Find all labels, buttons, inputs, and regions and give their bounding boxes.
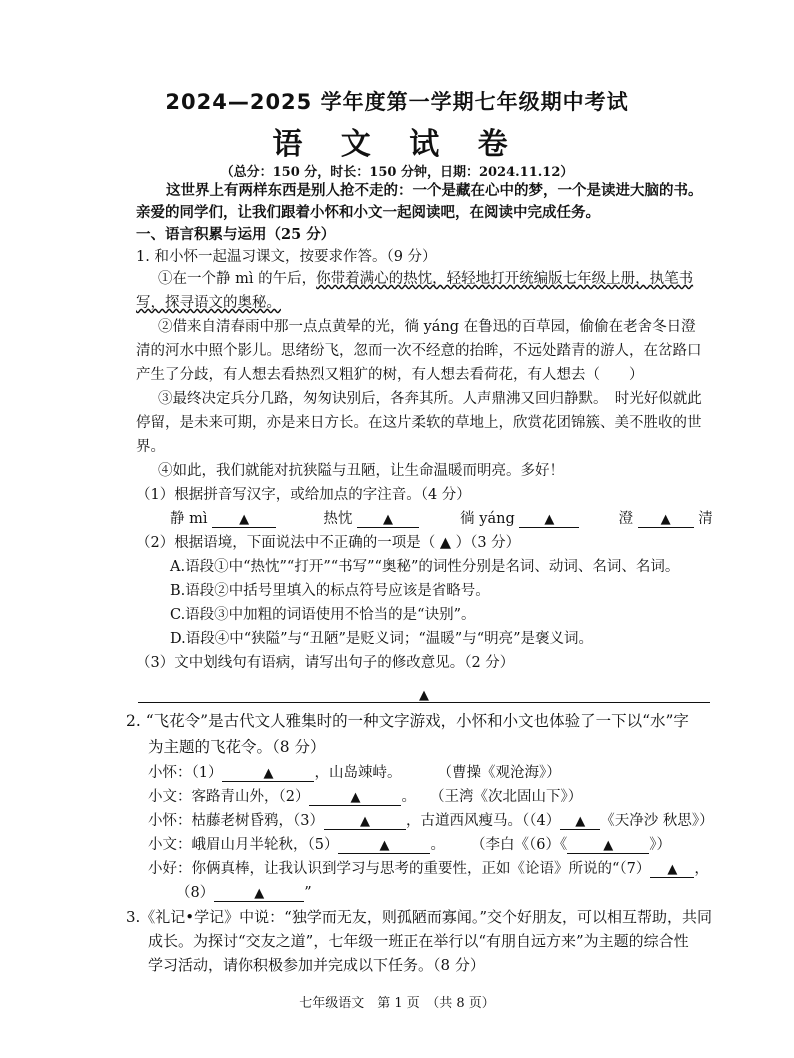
underlined-sentence: 你带着满心的热忱，轻轻地打开统编版七年级上册，执笔书 [316,271,694,287]
passage-3-line-2: 停留，是未来可期，亦是来日方长。在这片柔软的草地上，欣赏花团锦簇、美不胜收的世 [136,415,702,431]
sub-question-1: （1）根据拼音写汉字，或给加点的字注音。（4 分） [136,487,471,503]
answer-blank[interactable]: ▲ [324,813,406,830]
passage-1-line-1 [158,268,693,290]
answer-blank[interactable]: ▲ [650,861,694,878]
pinyin-item: 热忱 [323,511,353,527]
answer-blank[interactable]: ▲ [338,837,430,854]
exam-meta: （总分：150 分，时长：150 分钟，日期：2024.11.12） [220,165,574,180]
answer-blank[interactable]: ▲ [519,511,579,528]
option-b: B.语段②中括号里填入的标点符号应该是省略号。 [170,583,490,599]
poem-row-5: 小好：你俩真棒，让我认识到学习与思考的重要性，正如《论语》所说的“（7） ▲ ， [148,861,709,877]
answer-blank[interactable]: ▲ [212,511,276,528]
pinyin-row [170,508,713,530]
poem-row-6: （8） ▲ ” [176,885,312,901]
passage-3-line-3: 界。 [136,439,165,455]
poem-row-4: 小文：峨眉山月半轮秋，（5） ▲ 。 （李白《（6）《 ▲ 》） [148,837,671,853]
subject-title: 语 文 试 卷 [272,127,522,162]
intro-line-1: 这世界上有两样东西是别人抢不走的：一个是藏在心中的梦，一个是读进大脑的书。 [166,182,703,199]
page-footer: 七年级语文 第 1 页 （共 8 页） [299,996,495,1011]
sub-question-3: （3）文中划线句有语病，请写出句子的修改意见。（2 分） [136,655,515,671]
option-a: A.语段①中“热忱”“打开”“书写”“奥秘”的词性分别是名词、动词、名词、名词。 [170,559,680,575]
passage-3-line-1: ③最终决定兵分几路，匆匆诀别后，各奔其所。人声鼎沸又回归静默。 时光好似就此 [158,391,702,407]
option-d: D.语段④中“狭隘”与“丑陋”是贬义词；“温暖”与“明亮”是褒义词。 [170,631,594,647]
passage-text: ①在一个静 mì 的午后， [158,271,317,287]
poem-row-1: 小怀：（1） ▲ ，山岛竦峙。 （曹操《观沧海》） [148,765,561,781]
question-3-line-2: 成长。为探讨“交友之道”，七年级一班正在举行以“有朋自远方来”为主题的综合性 [148,932,689,950]
question-1-stem: 1. 和小怀一起温习课文，按要求作答。（9 分） [136,249,437,265]
passage-2-line-2: 清的河水中照个影儿。思绪纷飞，忽而一次不经意的抬眸，不远处踏青的游人，在岔路口 [136,343,702,359]
answer-blank[interactable]: ▲ [567,837,649,854]
answer-blank[interactable]: ▲ [560,813,600,830]
answer-line[interactable]: ▲ [138,684,710,703]
question-2-stem-2: 为主题的飞花令。（8 分） [148,738,326,756]
question-3-line-3: 学习活动，请你积极参加并完成以下任务。（8 分） [148,956,485,974]
answer-blank[interactable]: ▲ [214,885,304,902]
poem-row-3: 小怀：枯藤老树昏鸦，（3） ▲ ，古道西风瘦马。（（4） ▲ 《天净沙 秋思》） [148,813,714,829]
pinyin-item: 澄 [618,511,634,527]
section-heading: 一、语言积累与运用（25 分） [136,226,336,243]
passage-2-line-3: 产生了分歧，有人想去看热烈又粗犷的树，有人想去看荷花，有人想去（ ） [136,367,644,383]
underlined-sentence-end: 写，探寻语文的奥秘。 [136,295,281,311]
answer-blank[interactable]: ▲ [638,511,694,528]
answer-blank[interactable]: ▲ [357,511,419,528]
exam-title: 2024—2025 学年度第一学期七年级期中考试 [165,90,629,114]
question-2-stem-1: 2. “飞花令”是古代文人雅集时的一种文字游戏，小怀和小文也体验了一下以“水”字 [126,712,689,730]
sub-question-2: （2）根据语境，下面说法中不正确的一项是（ ▲ ）（3 分） [136,535,521,551]
pinyin-item: 徜 yáng [460,511,515,527]
pinyin-item: 静 mì [170,511,208,527]
poem-row-2: 小文：客路青山外，（2） ▲ 。 （王湾《次北固山下》） [148,789,583,805]
answer-blank[interactable]: ▲ [222,765,314,782]
pinyin-item: 清 [698,511,713,527]
option-c: C.语段③中加粗的词语使用不恰当的是“诀别”。 [170,607,476,623]
passage-4: ④如此，我们就能对抗狭隘与丑陋，让生命温暖而明亮。多好！ [158,463,564,479]
passage-1-line-2 [136,292,281,314]
answer-blank[interactable]: ▲ [309,789,401,806]
question-3-line-1: 3.《礼记•学记》中说：“独学而无友，则孤陋而寡闻。”交个好朋友，可以相互帮助，共同 [126,908,713,926]
intro-line-2: 亲爱的同学们，让我们跟着小怀和小文一起阅读吧，在阅读中完成任务。 [136,204,600,221]
passage-2-line-1: ②借来自清春雨中那一点点黄晕的光，徜 yáng 在鲁迅的百草园，偷偷在老舍冬日澄 [158,319,696,335]
